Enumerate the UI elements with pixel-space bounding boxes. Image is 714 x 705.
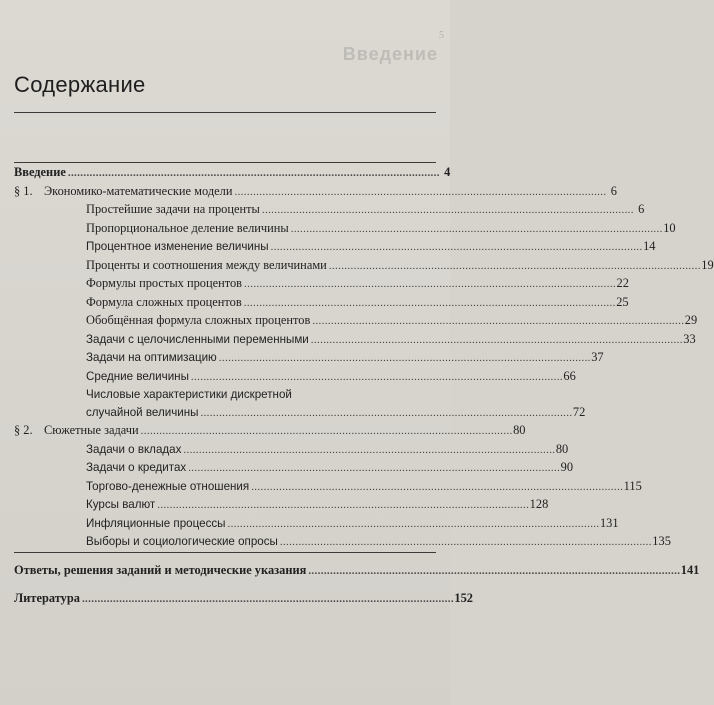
dot-leader bbox=[312, 312, 682, 331]
toc-entry-text: Инфляционные процессы bbox=[86, 516, 226, 530]
toc-page-number: 4 bbox=[444, 165, 451, 179]
toc-entry-label bbox=[86, 459, 186, 477]
toc-entry-text: Формулы простых процентов bbox=[86, 276, 243, 290]
toc-entry-label bbox=[14, 590, 80, 608]
toc-entry-text: Торгово-денежные отношения bbox=[86, 479, 250, 493]
toc-entry[interactable] bbox=[14, 164, 451, 183]
toc-page-number: 33 bbox=[683, 331, 696, 346]
toc-entry[interactable] bbox=[14, 496, 549, 515]
toc-entry-text: Проценты и соотношения между величинами bbox=[86, 257, 327, 272]
toc-bottom-rule bbox=[14, 552, 436, 553]
toc-page-number: 128 bbox=[529, 497, 549, 511]
toc-entry-label bbox=[14, 562, 306, 580]
toc-entry[interactable] bbox=[14, 422, 526, 441]
toc-page-number: 37 bbox=[591, 350, 604, 364]
toc-gap bbox=[14, 552, 436, 562]
toc-entry-label bbox=[86, 496, 155, 514]
toc-entry[interactable] bbox=[14, 533, 671, 552]
toc-entry[interactable] bbox=[14, 441, 569, 460]
toc-page-number: 6 bbox=[638, 202, 645, 216]
toc-entry-text: Задачи на оптимизацию bbox=[86, 351, 217, 364]
dot-leader bbox=[68, 164, 438, 183]
toc-page-number: 80 bbox=[555, 441, 569, 456]
dot-leader bbox=[191, 368, 561, 387]
toc-page-number: 152 bbox=[454, 591, 473, 605]
toc-entry-text: Простейшие задачи на проценты bbox=[86, 202, 260, 216]
dot-leader bbox=[244, 275, 614, 294]
toc-page-number: 14 bbox=[643, 239, 656, 253]
toc-entry-text: Выборы и социологические опросы bbox=[86, 535, 278, 548]
toc-entry-text: Процентное изменение величины bbox=[86, 240, 269, 253]
toc-entry-text: Задачи о кредитах bbox=[86, 461, 187, 474]
toc-page-number: 10 bbox=[663, 220, 676, 235]
toc-entry-label bbox=[86, 220, 289, 238]
toc-page-number: 22 bbox=[616, 276, 629, 290]
toc-entry-text: Литература bbox=[14, 591, 80, 605]
toc-entry-label bbox=[86, 368, 189, 386]
toc-entry[interactable] bbox=[14, 478, 642, 497]
toc-entry-label bbox=[14, 183, 233, 201]
toc-entry[interactable] bbox=[14, 238, 656, 257]
section-number: § 1. bbox=[14, 183, 33, 198]
section-number: § 2. bbox=[14, 423, 33, 437]
toc-page-number: 115 bbox=[623, 478, 642, 493]
toc-entry-label bbox=[86, 441, 181, 459]
toc-entry[interactable] bbox=[14, 515, 619, 534]
toc-entry[interactable] bbox=[14, 312, 698, 331]
toc-entry-text: Введение bbox=[14, 165, 66, 179]
toc-page-number: 66 bbox=[563, 368, 576, 383]
toc-entry-text: Задачи с целочисленными переменными bbox=[86, 332, 309, 346]
toc-entry-label bbox=[86, 257, 327, 275]
toc-gap bbox=[14, 580, 436, 590]
toc-entry[interactable] bbox=[14, 275, 629, 294]
dot-leader bbox=[82, 590, 452, 609]
toc-entry-text: Задачи о вкладах bbox=[86, 442, 182, 456]
page-title: Содержание bbox=[14, 72, 146, 97]
toc-page-number: 19 bbox=[701, 257, 714, 272]
toc-entry-label bbox=[86, 404, 198, 422]
dot-leader bbox=[291, 220, 661, 239]
toc-page-number: 135 bbox=[652, 534, 671, 548]
toc-entry-label bbox=[86, 478, 249, 496]
toc-page-number: 141 bbox=[680, 562, 700, 577]
dot-leader bbox=[219, 349, 589, 368]
toc-entry[interactable] bbox=[14, 349, 604, 368]
toc-entry-text: Ответы, решения заданий и методические указания bbox=[14, 562, 307, 577]
toc-entry-text: случайной величины bbox=[86, 405, 199, 419]
toc-entry-text: Формула сложных процентов bbox=[86, 294, 242, 309]
toc-entry[interactable] bbox=[14, 404, 586, 423]
toc-page-number: 90 bbox=[560, 460, 574, 474]
toc-entry-label bbox=[86, 312, 310, 330]
toc-entry-label bbox=[86, 515, 226, 533]
table-of-contents bbox=[14, 164, 714, 609]
toc-entry[interactable] bbox=[14, 220, 676, 239]
toc-entry[interactable] bbox=[14, 331, 696, 350]
dot-leader bbox=[308, 562, 678, 581]
dot-leader bbox=[280, 533, 650, 552]
toc-entry[interactable] bbox=[14, 386, 436, 404]
toc-entry[interactable] bbox=[14, 368, 576, 387]
dot-leader bbox=[251, 478, 621, 497]
toc-entry[interactable] bbox=[14, 294, 629, 313]
dot-leader bbox=[234, 183, 604, 202]
toc-entry-label bbox=[86, 275, 242, 293]
dot-leader bbox=[200, 404, 570, 423]
toc-entry[interactable] bbox=[14, 201, 645, 220]
toc-entry-text: Пропорциональное деление величины bbox=[86, 220, 289, 235]
toc-entry-label bbox=[14, 422, 139, 440]
title-rule bbox=[14, 112, 436, 113]
toc-entry-text: Курсы валют bbox=[86, 498, 156, 511]
dot-leader bbox=[329, 257, 699, 276]
toc-entry[interactable] bbox=[14, 562, 700, 581]
toc-page-number: 72 bbox=[572, 404, 586, 419]
toc-top-rule bbox=[14, 162, 436, 163]
toc-entry[interactable] bbox=[14, 459, 574, 478]
toc-entry-label bbox=[14, 164, 66, 182]
toc-entry-label bbox=[86, 386, 292, 404]
toc-entry-label bbox=[86, 238, 269, 256]
dot-leader bbox=[183, 441, 553, 460]
toc-entry-text: Экономико-математические модели bbox=[44, 183, 233, 198]
toc-entry-text: Сюжетные задачи bbox=[44, 423, 139, 437]
dot-leader bbox=[188, 459, 558, 478]
toc-entry-text: Средние величины bbox=[86, 369, 189, 383]
dot-leader bbox=[141, 422, 511, 441]
toc-entry[interactable] bbox=[14, 257, 714, 276]
toc-page-number: 6 bbox=[610, 183, 617, 198]
toc-page-number: 25 bbox=[616, 294, 629, 309]
toc-entry-label bbox=[86, 331, 309, 349]
toc-entry[interactable] bbox=[14, 183, 617, 202]
toc-entry[interactable] bbox=[14, 590, 473, 609]
toc-entry-text: Обобщённая формула сложных процентов bbox=[86, 313, 311, 327]
bleed-through-page-number: 5 bbox=[439, 30, 444, 41]
toc-page-number: 29 bbox=[684, 313, 698, 327]
toc-entry-label bbox=[86, 349, 217, 367]
toc-entry-label bbox=[86, 533, 278, 551]
dot-leader bbox=[244, 294, 614, 313]
toc-page-number: 131 bbox=[599, 515, 619, 530]
dot-leader bbox=[228, 515, 598, 534]
bleed-through-heading: Введение bbox=[342, 44, 438, 64]
dot-leader bbox=[157, 496, 527, 515]
dot-leader bbox=[262, 201, 632, 220]
toc-entry-text: Числовые характеристики дискретной bbox=[86, 388, 292, 401]
dot-leader bbox=[271, 238, 641, 257]
dot-leader bbox=[311, 331, 681, 350]
toc-page-number: 80 bbox=[513, 423, 526, 437]
toc-entry-label bbox=[86, 201, 260, 219]
toc-entry-label bbox=[86, 294, 242, 312]
